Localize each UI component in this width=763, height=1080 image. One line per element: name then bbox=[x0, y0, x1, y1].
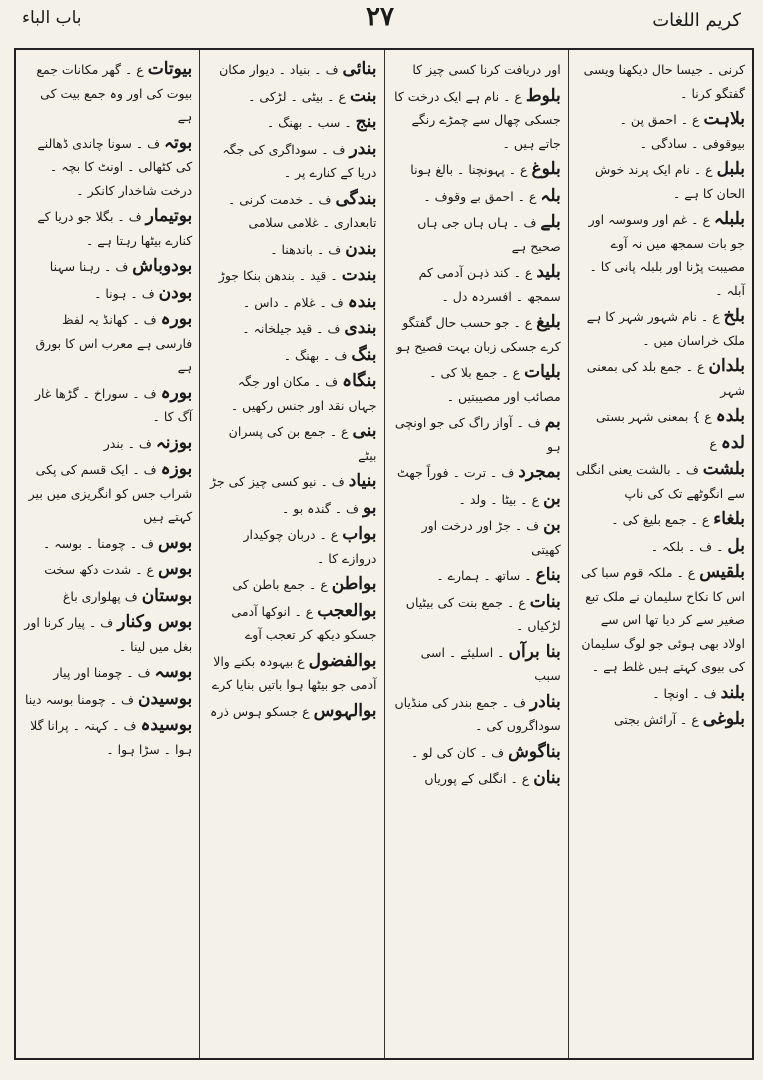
definition: ع ۔ احمق بے وقوف ۔ bbox=[423, 188, 537, 204]
definition: اور دریافت کرنا کسی چیز کا bbox=[412, 62, 561, 77]
definition: ع ۔ انوکھا آدمی جسکو دیکھ کر تعجب آوے bbox=[231, 603, 377, 642]
headword: بنان bbox=[533, 768, 561, 788]
headword: بن bbox=[543, 488, 561, 509]
headword: بناگوش bbox=[508, 741, 561, 762]
entry bbox=[576, 58, 745, 105]
definition: ع ۔ دربان چوکیدار دروازے کا ۔ bbox=[243, 527, 377, 566]
entry bbox=[576, 405, 745, 429]
definition: ع ۔ پہونچنا ۔ بالغ ہونا bbox=[410, 162, 528, 177]
entry bbox=[23, 382, 192, 429]
headword: بلاہت bbox=[703, 109, 745, 129]
entry bbox=[392, 767, 561, 791]
definition: ع ۔ نام ایک پرند خوش الحان کا ہے ۔ bbox=[594, 162, 745, 201]
headword: بلہ bbox=[540, 185, 561, 206]
definition: ف ۔ بھنگ ۔ bbox=[283, 347, 348, 363]
definition: ف ۔ چومنا بوسہ دینا bbox=[24, 691, 134, 707]
book-title: کریم اللغات bbox=[652, 10, 741, 31]
definition: ۔ قید ۔ بندھن بنکا جوڑ bbox=[218, 268, 338, 283]
headword: بنگ bbox=[351, 344, 377, 365]
entry bbox=[576, 158, 745, 205]
headword: بناع bbox=[535, 565, 561, 585]
headword: بلند bbox=[720, 682, 745, 703]
headword: بوالعجب bbox=[317, 600, 377, 621]
entry bbox=[392, 211, 561, 258]
definition: ف ۔ جمع بندر کی منڈیاں سوداگروں کی ۔ bbox=[394, 694, 561, 733]
definition: ف ۔ کہنہ ۔ پرانا گلا ہوا ۔ سڑا ہوا ۔ bbox=[30, 718, 193, 757]
headword: بوتیمار bbox=[145, 206, 193, 226]
entry bbox=[207, 370, 376, 417]
headword: بلیات bbox=[524, 362, 561, 382]
definition: ع جسکو ہوس ذرہ bbox=[210, 703, 310, 719]
definition: ع ۔ ملکہ قوم سبا کی اس کا نکاح سلیمان نے ملک تبع صغیر سے کر دیا تھا اس سے اولاد بھی ہوئی جو لوگ سلیمان کی بیوی کہتے ہیں غلط ہے ۔ bbox=[580, 565, 745, 674]
definition: ع ۔ غم اور وسوسہ اور جو بات سمجھ میں نہ آوے مصیبت پڑنا اور بلبلہ پانی کا ۔ آبلہ ۔ bbox=[588, 212, 745, 298]
headword: بورہ bbox=[160, 309, 193, 329]
headword: بنا برآں bbox=[508, 641, 561, 662]
column-4 bbox=[16, 50, 199, 1058]
headword: بنائی bbox=[342, 59, 377, 79]
entry bbox=[207, 470, 376, 494]
entry bbox=[207, 58, 376, 82]
definition: ع ۔ بیٹا ۔ ولد ۔ bbox=[458, 491, 540, 507]
entry bbox=[207, 238, 376, 262]
headword: بلدان bbox=[708, 356, 745, 376]
headword: بوسہ bbox=[154, 662, 193, 682]
definition: ع } بمعنی شہر بستی bbox=[596, 409, 712, 424]
definition: ۔ اسلیئے ۔ اسی سبب bbox=[420, 644, 561, 683]
definition: ع ۔ گھر مکانات جمع بیوت کی اور وہ جمع بیت کی ہے bbox=[36, 62, 193, 124]
entry bbox=[392, 311, 561, 358]
definition: ع ۔ بیٹی ۔ لڑکی ۔ bbox=[248, 88, 346, 104]
entry bbox=[576, 535, 745, 559]
column-1 bbox=[568, 50, 752, 1058]
entry bbox=[23, 585, 192, 609]
definition: ف ۔ سوراخ ۔ گڑھا غار آگ کا ۔ bbox=[34, 385, 193, 424]
entry bbox=[392, 411, 561, 458]
headword: بوالہوس bbox=[313, 700, 377, 721]
headword: بن bbox=[543, 515, 561, 535]
headword: بلوغ bbox=[531, 159, 561, 179]
entry bbox=[392, 641, 561, 688]
headword: بلیغ bbox=[536, 312, 561, 332]
entry bbox=[392, 741, 561, 765]
entry bbox=[576, 682, 745, 706]
headword: بنادر bbox=[529, 691, 561, 712]
entry bbox=[392, 461, 561, 485]
definition: ع ۔ جمع بلا کی ۔ مصائب اور مصیبتیں ۔ bbox=[429, 365, 561, 404]
definition: ع ۔ انگلی کے پوریاں bbox=[424, 771, 530, 786]
column-3 bbox=[199, 50, 383, 1058]
entry bbox=[23, 532, 192, 556]
headword: بنج bbox=[355, 112, 377, 132]
headword: بوستان bbox=[141, 585, 193, 606]
entry bbox=[207, 600, 376, 647]
definition: ف ۔ بگلا جو دریا کے کنارے بیٹھا رہتا ہے ۔ bbox=[37, 209, 193, 248]
headword: بلقیس bbox=[699, 562, 745, 582]
entry bbox=[23, 205, 192, 252]
entry bbox=[392, 691, 561, 738]
headword: بل bbox=[727, 535, 745, 556]
entry bbox=[23, 688, 192, 712]
entry bbox=[207, 420, 376, 467]
headword: بوتہ bbox=[164, 132, 193, 153]
entry bbox=[207, 344, 376, 368]
entry bbox=[207, 650, 376, 697]
headword: لدہ bbox=[720, 432, 745, 453]
definition: ف ۔ کھانڈ یہ لفظ فارسی ہے معرب اس کا بورق ہے bbox=[35, 312, 193, 374]
definition: ع ۔ جمع بنت کی بیٹیاں لڑکیاں ۔ bbox=[405, 594, 561, 633]
headword: بوزنہ bbox=[155, 432, 193, 453]
headword: بنی bbox=[352, 421, 377, 441]
entry bbox=[392, 158, 561, 182]
entry bbox=[576, 355, 745, 402]
headword: بنات bbox=[529, 591, 561, 612]
definition: ع ۔ جو حسب حال گفتگو کرے جسکی زبان بہت فصیح ہو bbox=[396, 315, 561, 354]
entry bbox=[23, 282, 192, 306]
headword: بندی bbox=[344, 318, 377, 338]
definition: ف ۔ اونچا ۔ bbox=[652, 685, 717, 701]
entry bbox=[207, 188, 376, 235]
headword: بودن bbox=[158, 282, 193, 303]
entry bbox=[392, 85, 561, 156]
page-number: ۲۷ bbox=[366, 2, 394, 32]
entry bbox=[207, 497, 376, 521]
definition: ۔ ف ۔ بلکہ ۔ bbox=[650, 538, 724, 554]
entry bbox=[23, 58, 192, 129]
headword: بندگی bbox=[335, 188, 377, 209]
definition: ف ۔ باندھنا ۔ bbox=[270, 241, 342, 257]
entry bbox=[392, 361, 561, 408]
definition: ف ۔ قید جیلخانہ ۔ bbox=[242, 321, 341, 336]
entry bbox=[392, 261, 561, 308]
entry bbox=[207, 85, 376, 109]
definition: ف ۔ مکان اور جگہ جہاں نقد اور جنس رکھیں ۔ bbox=[230, 374, 377, 413]
entry bbox=[207, 317, 376, 341]
definition: ع ۔ آرائش بجتی bbox=[613, 712, 699, 727]
headword: بوس وکنار bbox=[117, 612, 193, 632]
entry bbox=[23, 611, 192, 658]
headword: بنیاد bbox=[348, 471, 377, 491]
definition: ع ۔ کند ذہن آدمی کم سمجھ ۔ افسردہ دل ۔ bbox=[418, 265, 561, 304]
headword: بودوباش bbox=[132, 256, 193, 276]
entry bbox=[392, 514, 561, 561]
definition: ع ۔ نام شہور شہر کا ہے ملک خراسان میں ۔ bbox=[586, 309, 745, 348]
definition: ع bbox=[709, 435, 717, 451]
entry bbox=[576, 458, 745, 505]
headword: بیوتات bbox=[147, 59, 193, 79]
column-2 bbox=[384, 50, 568, 1058]
definition: ع ۔ شدت دکھ سخت bbox=[44, 562, 154, 577]
definition: ف ۔ ہاں ہاں جی ہاں صحیح ہے bbox=[417, 215, 561, 254]
definition: ۔ ساتھ ۔ ہمارے ۔ bbox=[436, 568, 532, 583]
headword: بوسیدہ bbox=[140, 715, 193, 735]
headword: بنت bbox=[349, 85, 377, 106]
definition: ع ۔ جمع باطن کی bbox=[232, 577, 328, 592]
definition: ع ۔ نام ہے ایک درخت کا جسکی چھال سے چمڑے رنگے جاتے ہیں ۔ bbox=[394, 88, 561, 151]
headword: بوسیدن bbox=[137, 688, 193, 709]
headword: بوس bbox=[157, 559, 193, 579]
definition: ف ۔ گندہ بو ۔ bbox=[281, 500, 359, 516]
entry bbox=[207, 264, 376, 288]
definition: ف ۔ ترت ۔ فوراً جھٹ bbox=[396, 465, 515, 480]
headword: بو bbox=[362, 497, 377, 518]
definition: ف ۔ بندر bbox=[103, 435, 152, 451]
definition: ف ۔ آواز راگ کی جو اونچی ہو bbox=[394, 415, 561, 454]
headword: بنگاہ bbox=[342, 371, 377, 391]
definition: ف ۔ جڑ اور درخت اور کھیتی bbox=[421, 518, 561, 557]
entry bbox=[576, 305, 745, 352]
entry bbox=[23, 661, 192, 685]
headword: بوزہ bbox=[160, 459, 193, 479]
definition: ف ۔ ہونا ۔ bbox=[94, 285, 155, 301]
headword: بورہ bbox=[160, 382, 193, 403]
entry bbox=[576, 708, 745, 732]
headword: بلید bbox=[536, 262, 561, 282]
entry bbox=[576, 561, 745, 679]
entry bbox=[23, 458, 192, 529]
definition: ف ۔ چومنا ۔ بوسہ ۔ bbox=[43, 535, 154, 551]
definition: ف ۔ کان کی لو ۔ bbox=[411, 744, 505, 760]
entry bbox=[392, 58, 561, 82]
definition: ع ۔ جمع بلیغ کی ۔ bbox=[611, 512, 710, 527]
definition: ف ۔ نیو کسی چیز کی جڑ bbox=[210, 474, 345, 489]
entry bbox=[392, 564, 561, 588]
headword: بندن bbox=[345, 238, 377, 259]
entry bbox=[23, 558, 192, 582]
headword: بواب bbox=[342, 524, 377, 544]
headword: بوس bbox=[157, 532, 193, 553]
entry bbox=[392, 185, 561, 209]
entry bbox=[207, 700, 376, 724]
headword: بندر bbox=[349, 138, 377, 159]
headword: بلخ bbox=[723, 306, 745, 326]
headword: بندہ bbox=[347, 291, 377, 312]
headword: بلبل bbox=[716, 159, 745, 179]
entries-frame bbox=[14, 48, 754, 1060]
section-title: باب الباء bbox=[22, 8, 82, 28]
definition: ع ۔ احمق پن ۔ بیوقوفی ۔ سادگی ۔ bbox=[619, 112, 745, 151]
definition: ف ۔ غلام ۔ داس ۔ bbox=[242, 294, 344, 310]
headword: بم bbox=[544, 412, 561, 432]
entry bbox=[207, 573, 376, 597]
definition: ف ۔ چومنا اور پیار bbox=[53, 665, 151, 680]
headword: بلے bbox=[540, 212, 561, 232]
headword: بوالفضول bbox=[308, 650, 377, 671]
entry bbox=[576, 432, 745, 456]
headword: بمجرد bbox=[518, 462, 561, 482]
entry bbox=[207, 291, 376, 315]
entry bbox=[392, 591, 561, 638]
headword: بلوط bbox=[525, 85, 561, 106]
entry bbox=[23, 714, 192, 761]
headword: بلشت bbox=[702, 459, 745, 479]
entry bbox=[207, 523, 376, 570]
entry bbox=[392, 488, 561, 512]
headword: بلدہ bbox=[715, 406, 745, 426]
entry bbox=[207, 138, 376, 185]
entry bbox=[207, 111, 376, 135]
definition: ف ۔ پیار کرنا اور بغل میں لینا ۔ bbox=[24, 615, 193, 654]
entry bbox=[576, 208, 745, 302]
entry bbox=[23, 255, 192, 279]
headword: بلبلہ bbox=[713, 209, 745, 229]
definition: ف ۔ ایک قسم کی پکی شراب جس کو انگریزی میں بیر کہتے ہیں bbox=[28, 462, 193, 524]
entry bbox=[23, 132, 192, 203]
entry bbox=[576, 508, 745, 532]
definition: ف ۔ سوداگری کی جگہ دریا کے کنارے پر ۔ bbox=[222, 141, 377, 180]
definition: ف پھلواری باغ bbox=[62, 588, 138, 604]
definition: ف ۔ سونا چاندی ڈھالنے کی کٹھالی ۔ اونٹ کا بچہ ۔ درخت شاخدار کانکر ۔ bbox=[37, 135, 193, 198]
headword: بلغاء bbox=[713, 509, 745, 529]
definition: ع ۔ جمع بلد کی بمعنی شہر bbox=[586, 359, 745, 398]
definition: ع بیہودہ بکنے والا آدمی جو بیٹھا ہوا باتیں بنایا کرے bbox=[211, 653, 377, 692]
definition: ع ۔ جمع بن کی پسران بیٹے bbox=[228, 424, 377, 463]
definition: ف ۔ خدمت کرنی ۔ تابعداری ۔ غلامی سلامی bbox=[227, 191, 377, 230]
headword: بندت bbox=[341, 265, 377, 285]
headword: بلوغی bbox=[702, 709, 745, 729]
definition: ف ۔ بنیاد ۔ دیوار مکان bbox=[219, 62, 339, 77]
entry bbox=[23, 432, 192, 456]
definition: ۔ سب ۔ بھنگ ۔ bbox=[266, 115, 352, 130]
definition: ف ۔ رہنا سہنا bbox=[49, 259, 129, 274]
page-header bbox=[0, 0, 763, 44]
definition: کرنی ۔ جیسا حال دیکھنا ویسی گفتگو کرنا ۔ bbox=[583, 62, 745, 101]
definition: ف ۔ بالشت یعنی انگلی سے انگوٹھے تک کی ناپ bbox=[575, 462, 745, 501]
entry bbox=[576, 108, 745, 155]
entry bbox=[23, 308, 192, 379]
headword: بواطن bbox=[331, 574, 377, 594]
